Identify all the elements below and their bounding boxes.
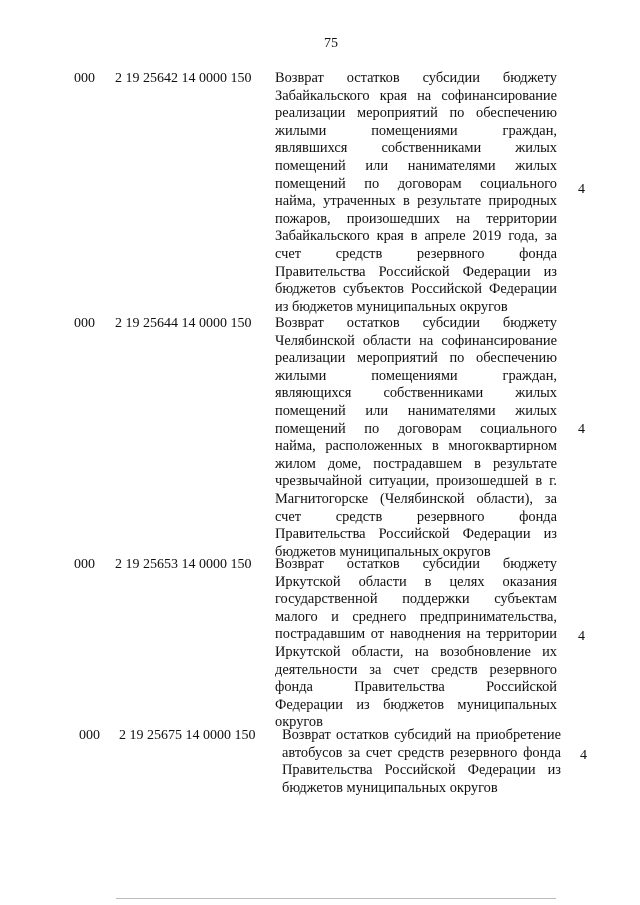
admin-code: 000 <box>79 728 100 743</box>
income-name <box>275 70 557 316</box>
income-name-line: Челябинской области на софинансирование <box>275 332 557 349</box>
income-name-line: Иркутской области в целях оказания <box>275 573 557 590</box>
income-name-line: деятельности за счет средств резервного <box>275 661 557 678</box>
income-name-line: автобусов за счет средств резервного фонда <box>282 744 561 761</box>
income-name-line: Возврат остатков субсидии бюджету <box>275 315 557 331</box>
page-number: 75 <box>324 36 338 51</box>
income-name <box>275 556 557 732</box>
amount-value: 4 <box>580 748 587 763</box>
income-name-line: Правительства Российской Федерации из <box>275 526 557 543</box>
income-name-line: Возврат остатков субсидии бюджету <box>275 556 557 572</box>
income-name-line: Иркутской области, на возобновление их <box>275 643 557 660</box>
admin-code: 000 <box>74 71 95 86</box>
income-name <box>282 727 561 797</box>
income-code: 2 19 25653 14 0000 150 <box>115 557 252 572</box>
income-name-line: бюджетов субъектов Российской Федерации <box>275 281 557 298</box>
amount-value: 4 <box>578 422 585 437</box>
income-name-line: жилыми помещениями граждан, <box>275 367 557 384</box>
income-name-line: жилыми помещениями граждан, <box>275 122 557 139</box>
amount-value: 4 <box>578 182 585 197</box>
income-name-line: из бюджетов муниципальных округов <box>275 298 508 315</box>
income-name-line: помещений по договорам социального <box>275 420 557 437</box>
page-bottom-line <box>116 898 556 899</box>
income-name-line: помещений или нанимателями жилых <box>275 157 557 174</box>
income-name-line: Возврат остатков субсидии бюджету <box>275 70 557 86</box>
amount-value: 4 <box>578 629 585 644</box>
income-name-line: помещений или нанимателями жилых <box>275 402 557 419</box>
income-name-line: пожаров, произошедших на территории <box>275 210 557 227</box>
income-code: 2 19 25642 14 0000 150 <box>115 71 252 86</box>
income-name-line: Магнитогорске (Челябинской области), за <box>275 490 557 507</box>
income-name-line: чрезвычайной ситуации, произошедшей в г. <box>275 473 557 490</box>
income-name-line: реализации мероприятий по обеспечению <box>275 350 557 367</box>
income-name-line: помещений по договорам социального <box>275 175 557 192</box>
income-code: 2 19 25644 14 0000 150 <box>115 316 252 331</box>
income-name-line: Забайкальского края на софинансирование <box>275 87 557 104</box>
income-name-line: округов <box>275 714 323 731</box>
income-name-line: найма, утраченных в результате природных <box>275 193 557 210</box>
income-name-line: счет средств резервного фонда <box>275 245 557 262</box>
income-name-line: жилом доме, пострадавшем в результате <box>275 455 557 472</box>
income-name-line: являвшихся собственниками жилых <box>275 140 557 157</box>
income-name-line: государственной поддержки субъектам <box>275 591 557 608</box>
income-name-line: счет средств резервного фонда <box>275 508 557 525</box>
income-name-line: бюджетов муниципальных округов <box>275 543 491 560</box>
income-name-line: являющихся собственниками жилых <box>275 385 557 402</box>
income-name <box>275 315 557 561</box>
income-name-line: найма, расположенных в многоквартирном <box>275 438 557 455</box>
income-name-line: фонда Правительства Российской <box>275 679 557 696</box>
income-name-line: Возврат остатков субсидий на приобретение <box>282 727 561 743</box>
income-name-line: Забайкальского края в апреле 2019 года, за <box>275 228 557 245</box>
income-name-line: Федерации из бюджетов муниципальных <box>275 696 557 713</box>
admin-code: 000 <box>74 316 95 331</box>
income-name-line: Правительства Российской Федерации из <box>282 762 561 779</box>
income-name-line: реализации мероприятий по обеспечению <box>275 105 557 122</box>
admin-code: 000 <box>74 557 95 572</box>
income-code: 2 19 25675 14 0000 150 <box>119 728 256 743</box>
income-name-line: малого и среднего предпринимательства, <box>275 608 557 625</box>
income-name-line: Правительства Российской Федерации из <box>275 263 557 280</box>
income-name-line: пострадавшим от наводнения на территории <box>275 626 557 643</box>
income-name-line: бюджетов муниципальных округов <box>282 779 498 796</box>
